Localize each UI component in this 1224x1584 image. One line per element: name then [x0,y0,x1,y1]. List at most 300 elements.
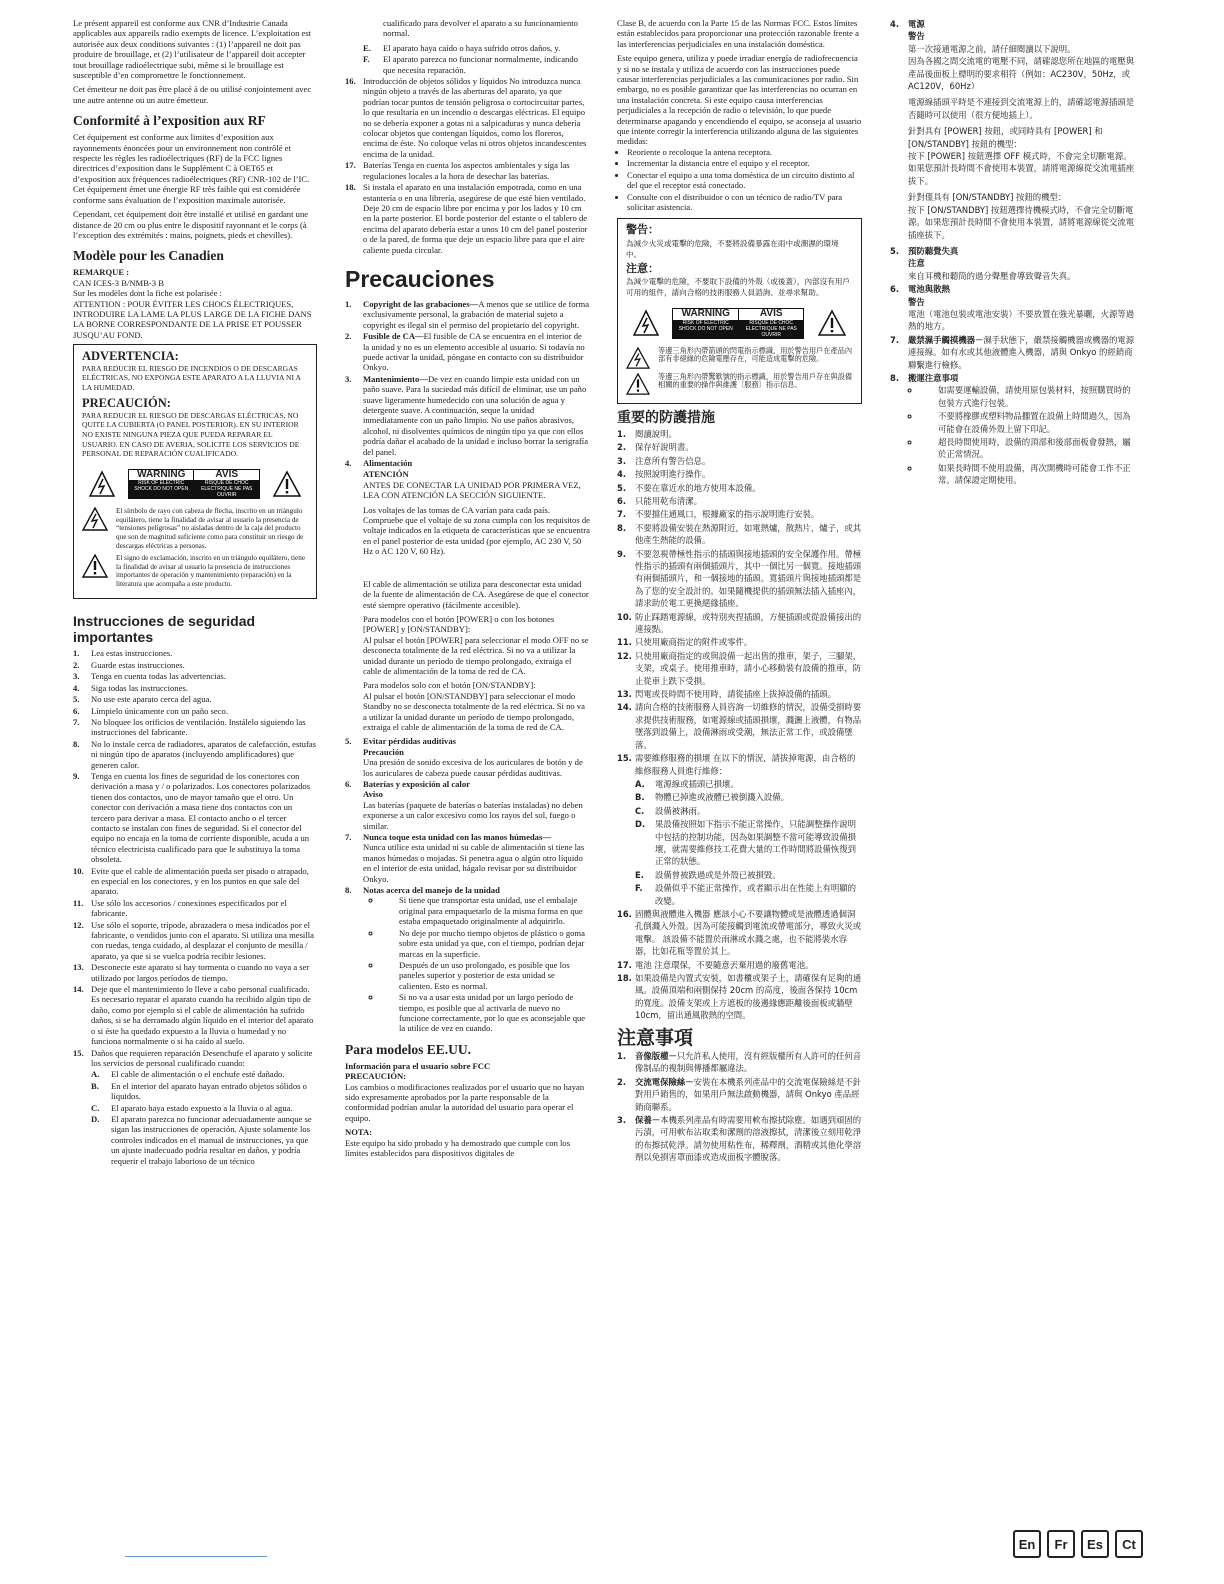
plate-risk-text: RISK OF ELECTRIC SHOCK DO NOT OPEN [673,320,739,338]
item-number: F. [363,54,370,65]
item-number: 15. [617,753,632,764]
item-text: 保存好說明書。 [635,442,694,453]
plate-risque-text: RISQUE DE CHOC ELECTRIQUE NE PAS OUVRIR [194,480,259,498]
warning-plate [672,308,804,338]
language-key-fr: Fr [1047,1530,1075,1558]
bullet-item: ◦ Después de un uso prolongado, es posible que los paneles superior y posterior de esta unidad se calienten. Esto es normal. [381,960,590,991]
item-text: 按照說明進行操作。 [635,469,711,480]
bullet-item: ◦ 如果長時間不使用設備，再次開機時可能會工作不正常。請保證定期使用。 [920,462,1136,487]
item-body: 電源線插頭平時是不連接到交流電源上的，請確認電源插頭是否隨時可以使用（很方便地插上）。 [908,97,1135,120]
list-item [617,908,862,958]
item-number: D. [91,1113,100,1124]
attention-note: ATTENTION : POUR ÉVITER LES CHOCS ÉLECTRIQUES, INTRODUIRE LA LAME LA PLUS LARGE DE LA FICHE DANS LA BORNE CORRESPONDANTE DE LA PRISE ET POUSSER JUSQU’AU FOND. [73,298,312,340]
item-heading: Nunca toque esta unidad con las manos húmedas— [363,832,551,843]
notes-list-continued [890,18,1136,487]
bullet-item: ◦ No deje por mucho tiempo objetos de plástico o goma sobre esta unidad ya que, con el tiempo, podrían dejar marcas en la superficie. [381,928,590,959]
list-item [73,1048,317,1069]
item-number: 17. [345,160,356,171]
list-item [890,245,1136,282]
remarque-label: REMARQUE : [73,267,130,278]
item-heading: Fusible de CA— [363,331,424,342]
item-number: 16. [617,908,632,919]
safety-list-continued [345,76,590,255]
ic-statement: Le présent appareil est conforme aux CNR d’Industrie Canada applicables aux appareils radio exempts de licence. L’exploitation est autorisée aux deux conditions suivantes : (1) l’appareil ne doit pas produire de brouillage, et (2) l’utilisateur de l’appareil doit accepter tout brouillage radioélectrique subi, même si le brouillage est susceptible d’en compromettre le fonctionnement. [73,18,312,81]
plate-risque-text: RISQUE DE CHOC ELECTRIQUE NE PAS OUVRIR [739,320,804,338]
item-text: 果設備按照如下指示不能正常操作，只能調整操作說明中包括的控制功能，因為如果調整不當可能導致設備損壞，就需要維修技工花費大量的工作時間將設備恢復到正常的狀態。 [655,819,856,867]
item-number: 9. [73,770,80,781]
list-item [91,1114,317,1166]
item-text: El fusible de CA se encuentra en el interior de la unidad y no es un elemento accesible al usuario. Si todavía no puede activar la unidad, póngase en contacto con su distribuidor Onkyo. [363,331,585,373]
item-heading: 搬運注意事項 [908,372,959,383]
item-subheading: 警告 [908,296,925,307]
list-item [345,299,590,330]
cjk-warning-title: 警告： [626,223,659,237]
list-item [617,468,862,480]
item-text: Si instala el aparato en una instalación empotrada, como en una estantería o en una librería, asegúrese de que esté bien ventilado. Deje 20 cm de espacio libre por encima y por los lados y 10 cm en la parte posterior. El borde posterior del estante o el tablero de encima del aparato debería estar a unos 10 cm del panel posterior o de la pared, de forma que deje un espacio libre para que el aire caliente pueda circular. [363,182,588,255]
item-heading: 電池與散熱 [908,284,950,295]
list-item [635,778,862,790]
exclamation-triangle-icon [818,309,846,337]
list-item [345,331,590,373]
list-item [363,54,590,75]
emitter-statement: Cet émetteur ne doit pas être placé à de ou utilisé conjointement avec une autre antenne ou un autre émetteur. [73,84,312,105]
item-number: 14. [617,702,632,713]
item-text: 物體已掉進或液體已被倒濺入設備。 [655,792,789,803]
item-heading: Alimentación [363,458,413,469]
lightning-symbol-note [82,507,308,550]
bullet-item: • Incrementar la distancia entre el equipo y el receptor. [627,158,862,168]
item-number: 3. [345,373,352,384]
item-heading: 保養－ [635,1115,661,1126]
item-number: 16. [345,76,356,87]
item-number: 10. [73,865,84,876]
list-item [617,636,862,648]
advertencia-title: ADVERTENCIA: [82,349,179,364]
item-text: 本機系列產品有時需要用軟布擦拭除塵。如遇到頑固的污漬，可用軟布沾取柔和潔劑的溶液擦拭，清潔後立刻用乾淨的布擦拭乾淨。請勿使用粘性布，稀釋劑，酒精或其他化學溶劑以免損害罩面漆或造成面板字體脫落。 [635,1115,862,1163]
list-item [363,43,590,53]
item-heading: 嚴禁濕手觸摸機器－ [908,334,984,345]
item-text: Siga todas las instrucciones. [91,682,188,693]
item-heading: 交流電保險絲－ [635,1076,694,1087]
list-item [635,882,862,907]
list-item [617,455,862,467]
item-text: El aparato parezca no funcionar normalmente, indicando que necesita reparación. [383,54,578,75]
item-number: B. [91,1080,99,1091]
alimentacion-block [345,469,590,732]
list-item [345,458,590,468]
item-text: 閱讀說明。 [635,428,677,439]
item-number: 11. [73,897,84,908]
item-number: A. [635,778,645,789]
warning-label-row [82,469,308,499]
item-number: 4. [345,458,352,469]
item-text: A menos que se utilice de forma exclusivamente personal, la grabación de material sujeto a copyright es ilegal sin el permiso del propietario del copyright. [363,298,590,330]
item-text: 電池 注意環保，不要隨意丟棄用過的廢舊電池。 [635,959,814,970]
power-models-body: Al pulsar el botón [POWER] para seleccionar el modo OFF no se desconecta totalmente de la red eléctrica. Si no va a utilizar la unidad durante un período de tiempo prolongado, extraiga el cable de alimentación de la toma de red de CA. [363,634,589,676]
precaucion-title: PRECAUCIÓN: [82,396,171,411]
item-subheading: Precaución [363,746,404,757]
exclamation-triangle-icon [82,554,108,578]
column-spanish-chinese [617,18,862,1165]
item-number: D. [635,819,646,830]
item-number: E. [363,42,371,53]
item-text: 只使用廠商指定的附件或零件。 [635,637,753,648]
list-item [73,717,317,738]
item-text: 設備似乎不能正常操作，或者顯示出在性能上有明顯的改變。 [655,883,856,906]
list-item [91,1103,317,1113]
item-text: 不要忽視帶極性指示的插頭與接地插頭的安全保護作用。帶極性指示的插頭有兩個插頭片，其中一個比另一個寬。接地插頭有兩個插頭片，和一個接地的插頭。寬插頭片與接地插頭都是為了您的安全設計的。如果隨機提供的插頭無法插入插座內，請求助於電工更換絕緣插座。 [635,548,862,609]
list-item [890,18,1136,241]
lightning-triangle-icon [82,507,108,531]
language-keys [1013,1530,1143,1558]
item-text: 不要在靠近水的地方使用本設備。 [635,482,761,493]
item-heading: 預防聽覺失真 [908,245,959,256]
list-item [617,495,862,507]
fcc-continued: Clase B, de acuerdo con la Parte 15 de las Normas FCC. Estos límites están establecidos para proporcionar una protección razonable frente a las interferencias perjudiciales en una instalación doméstica. [617,18,859,49]
precauciones-list [345,299,590,469]
item-body: 按下 [ON/STANDBY] 按鈕選擇待機模式時，不會完全切斷電源。如果您預計長時間不會使用本裝置，請將電源線從交流電插座拔下。 [908,204,1135,240]
list-item [617,508,862,520]
bullet-item: ◦ 如需要運輸設備，請使用原包裝材料，按照購買時的包裝方式進行包裝。 [920,384,1136,409]
item-text: 不要擋住通風口，根據廠家的指示說明進行安裝。 [635,509,820,520]
list-item [73,739,317,770]
cjk-exclamation-note [626,373,853,395]
list-item [617,611,862,636]
item-heading: Mantenimiento— [363,373,428,384]
voltage-note: Los voltajes de las tomas de CA varían para cada país. Compruebe que el voltaje de su zona cumpla con los requisitos de voltaje indicados en la etiqueta de características que se encuentra en el panel posterior de esta unidad (por ejemplo, AC 230 V, 50 Hz o AC 120 V, 60 Hz). [363,504,590,557]
fcc-measures [617,147,862,212]
bullet-item: • Conectar el equipo a una toma doméstica de un circuito distinto al del que el receptor está conectado. [627,170,862,191]
item-subheading: 警告 [908,31,925,42]
item-heading: 音像版權－ [635,1051,677,1062]
plate-risk-text: RISK OF ELECTRIC SHOCK DO NOT OPEN [129,480,195,498]
item-text: 只能用乾布清潔。 [635,495,702,506]
fcc-precaucion: PRECAUCIÓN: [345,1071,407,1082]
lightning-triangle-icon [626,347,650,369]
item-text: En el interior del aparato hayan entrado objetos sólidos o líquidos. [111,1080,307,1102]
item-body: 針對僅具有 [ON/STANDBY] 按鈕的機型： [908,192,1067,203]
list-item [617,428,862,440]
item-number: 5. [890,245,900,256]
list-item [617,1114,862,1164]
item-text: 防止踩踏電源線，或特別夾捏插頭，方便插頭或從設備接出的連接點。 [635,611,862,635]
item-text: El aparato parezca no funcionar adecuadamente aunque se sigan las instrucciones de operación. Ajuste solamente los controles indicados en el manual de instrucciones, ya que un ajuste inadecuado podría resultar en daños, y podría requerir el trabajo laborioso de un técnico [111,1113,312,1166]
list-item [635,791,862,803]
advertencia-body: PARA REDUCIR EL RIESGO DE INCENDIOS O DE DESCARGAS ELÉCTRICAS, NO EXPONGA ESTE APARATO A LA LLUVIA NI A LA HUMEDAD. [82,363,301,392]
item-number: B. [635,792,645,803]
item-text: No use este aparato cerca del agua. [91,694,212,705]
item-number: 4. [617,469,627,480]
canadian-model-title: Modèle pour les Canadien [73,248,224,264]
item-body: Una presión de sonido excesiva de los auriculares de botón y de los auriculares de cabeza puede causar pérdidas auditivas. [363,757,583,778]
power-models-label: Para modelos con el botón [POWER] o con los botones [POWER] y [ON/STANDBY]: [363,613,555,635]
item-text: El aparato haya estado expuesto a la lluvia o al agua. [111,1102,293,1113]
list-item [617,1050,862,1075]
item-text: 設備被淋雨。 [655,805,706,816]
precauciones-title: Precauciones [345,265,495,292]
precaucion-body: PARA REDUCIR EL RIESGO DE DESCARGAS ELÉCTRICAS, NO QUITE LA CUBIERTA (O PANEL POSTERIOR). EN SU INTERIOR NO EXISTE NINGUNA PIEZA QUE PUEDA REPARAR EL USUARIO. EN CASO DE AVERIA, SOLICITE LOS SERVICIOS DE PERSONAL DE REPARACIÓN CUALIFICADO. [82,410,300,459]
rf-body: Cet équipement est conforme aux limites d’exposition aux rayonnements énoncées pour un environnement non contrôlé et respecte les règles les radioélectriques (RF) de la FCC lignes directrices d’exposition dans le Supplément C à OET65 et d’exposition aux fréquences radioélectriques (RF) CNR-102 de l’IC. Cet équipement émet une énergie RF très faible qui est considérée conforme sans évaluation de l’exposition maximale autorisée. [73,132,310,205]
item-text: Evite que el cable de alimentación pueda ser pisado o atrapado, en especial en los conectores, y en los puntos en que sale del aparato. [91,865,309,897]
warning-plate [128,469,260,499]
item-body: Nunca utilice esta unidad ni su cable de alimentación si tiene las manos húmedas o mojadas. Si penetra agua o algún otro líquido en el interior de esta unidad, hágalo revisar por su distribuidor Onkyo. [363,842,585,884]
item-text: Tenga en cuenta todas las advertencias. [91,671,226,682]
damage-list [91,1069,317,1166]
cjk-warning-body: 為減少火災或電擊的危險，不要將設備暴露在雨中或潮濕的環境中。 [626,238,839,259]
damage-list-continued [363,43,590,75]
item-text: Daños que requieren reparación Desenchufe el aparato y solicite los servicios de personal cualificado cuando: [91,1047,313,1068]
cjk-caution-body: 為減少電擊的危險，不要取下設備的外殼（或後蓋），內部沒有用戶可用的組件，請向合格的技術服務人員諮詢、並尋求幫助。 [626,277,851,298]
list-item [73,771,317,865]
plate-avis-text: AVIS [215,468,239,480]
item-number: 4. [890,19,900,29]
list-item [73,694,317,704]
item-number: 3. [73,671,80,682]
bullet-item: • Reoriente o recoloque la antena receptora. [627,147,862,157]
item-number: 1. [73,648,80,659]
item-number: 10. [617,611,632,622]
item-text: 只允許私人使用，沒有經版權所有人許可的任何音像制品的複制與傳播都屬違法。 [635,1051,862,1074]
item-text: 電源線或插頭已損壞。 [655,778,739,789]
item-text: Baterías Tenga en cuenta los aspectos ambientales y siga las regulaciones locales a la hora de desechar las baterías. [363,160,570,181]
item-text: De vez en cuando limpie esta unidad con un paño suave. Para la suciedad más difícil de eliminar, use un paño suave ligeramente humedecido con una solución de agua y detergente suave. A continuación, seque la unidad inmediatamente con un paño limpio. No use paños abrasivos, alcohol, ni disolventes químicos de ningún tipo ya que con ellos podría dañar el acabado de la unidad e incluso borrar la serigrafía del panel. [363,373,589,457]
item-body: 電池（電池包裝或電池安裝）不要放置在強光暴曬，火源等過熱的地方。 [908,308,1135,332]
item-body: 第一次接通電源之前，請仔細閱讀以下說明。 [908,43,1076,54]
notes-title: 注意事項 [617,1026,694,1049]
cjk-damage-list [635,778,862,907]
list-item [73,648,317,658]
standby-models-label: Para modelos solo con el botón [ON/STANDBY]: [363,680,536,691]
important-safeguards-list [617,428,862,777]
list-item [635,869,862,881]
list-item [73,866,317,897]
cjk-caution-title: 注意： [626,261,659,275]
item-heading: 電源 [908,19,925,29]
item-body: 濕手狀態下，嚴禁接觸機器或機器的電源連接線。如有水或其他液體進入機器，請與 Onkyo 的經銷商聯繫進行檢修。 [908,334,1135,370]
item-number: 8. [73,738,80,749]
item-number: C. [91,1102,100,1113]
list-item [73,962,317,983]
lightning-triangle-icon [633,309,659,337]
nota-label: NOTA: [345,1127,373,1138]
plate-warning-text: WARNING [673,309,739,319]
item-text: Deje que el mantenimiento lo lleve a cabo personal cualificado. Es necesario reparar el aparato cuando ha recibido algún tipo de daño, como por ejemplo si el cable de alimentación ha sufrido daños, si se ha derramado algún líquido en el interior del aparato o si éste ha quedado expuesto a la lluvia o humedad y no funciona normalmente o si ha caído al suelo. [91,984,314,1047]
item-text: No bloquee los orificios de ventilación. Instálelo siguiendo las instrucciones del fabricante. [91,716,306,738]
item-number: 15. [73,1047,84,1058]
bullet-item: ◦ 超長時間使用時，設備的頂部和後部面板會發熱，屬於正常情況。 [920,436,1136,461]
list-item [73,671,317,681]
list-item [617,522,862,547]
exclamation-triangle-icon [626,373,650,395]
bullet-item: ◦ 不要將橡膠或塑料物品擱置在設備上時間過久，因為可能會在設備外殼上留下印記。 [920,410,1136,435]
list-item [91,1081,317,1102]
item-number: 1. [345,298,352,309]
ices-code: CAN ICES-3 B/NMB-3 B [73,277,164,288]
list-item [345,374,590,457]
important-safeguards-title: 重要的防護措施 [617,409,715,426]
damage-d-continued: cualificado para devolver el aparato a su funcionamiento normal. [383,18,578,39]
standby-models-body: Al pulsar el botón [ON/STANDBY] para seleccionar el modo Standby no se desconecta totalmente de la red eléctrica. Si no va a utilizar la unidad durante un período de tiempo prolongado, extraiga el cable de alimentación de la toma de red de CA. [363,690,585,732]
list-item [617,701,862,751]
item-body: 來自耳機和聽筒的過分聲壓會導致聲音失真。 [908,270,1076,281]
item-number: 5. [73,694,80,705]
list-item: 5. Evitar pérdidas auditivas Precaución Una presión de sonido excesiva de los auriculares de botón y de los auriculares de cabeza puede causar pérdidas auditivas. [345,736,590,778]
item-body: 按下 [POWER] 按鈕選擇 OFF 模式時，不會完全切斷電源。如果您預計長時間不會使用本裝置，請將電源線從交流電插座拔下。 [908,151,1135,186]
atencion-label: ATENCIÓN [363,469,409,480]
bullet-item: ◦ Si tiene que transportar esta unidad, use el embalaje original para empaquetarlo de la misma forma en que estaba empaquetado originalmente al adquirirlo. [381,895,590,926]
item-number: 2. [617,1076,627,1087]
item-number: 18. [345,182,356,193]
list-item [617,688,862,700]
item-text: El aparato haya caído o haya sufrido otros daños, y. [383,42,561,53]
item-body: 因為各國之間交流電的電壓不同，請確認您所在地區的電壓與產品後面板上標明的要求相符（例如：AC230V，50Hz，或 AC120V，60Hz） [908,56,1135,92]
list-item [635,805,862,817]
item-heading: Notas acerca del manejo de la unidad [363,885,500,896]
polarized-note: Sur les modèles dont la fiche est polarisée : [73,288,222,299]
item-number: F. [635,883,643,894]
item-number: 6. [890,284,900,295]
cjk-label-row [626,308,853,338]
list-item [345,160,590,181]
rf-title: Conformité à l’exposition aux RF [73,113,266,129]
list-item [617,650,862,687]
cjk-handling-bullets [908,384,1136,486]
item-number: 11. [617,637,632,648]
notes-list [617,1050,862,1164]
item-text: Use sólo los accesorios / conexiones especificados por el fabricante. [91,897,287,919]
list-item [617,752,862,777]
list-item [617,1076,862,1113]
cjk-exclamation-text: 等邊三角形內帶驚歎號的指示標識，用於警告用戶存在與設備相關的重要的操作與維護〔服務〕指示信息。 [658,371,853,390]
exclamation-symbol-text: El signo de exclamación, inscrito en un triángulo equilátero, tiene la finalidad de avisar al usuario la presencia de instrucciones importantes de operación y mantenimiento (reparación) en la literatura que acompaña a este producto. [116,554,306,588]
cjk-warning-box [617,218,862,403]
fcc-heading: Información para el usuario sobre FCC [345,1060,491,1071]
cjk-lightning-text: 等邊三角形內帶箭頭的閃電指示標識，用於警告用戶在產品內部有非絕緣的危險電壓存在，可能造成電擊的危險。 [658,345,853,364]
item-number: 13. [73,962,84,973]
cjk-safeguards-continued [617,908,862,1022]
item-number: 4. [73,682,80,693]
list-item [617,548,862,610]
item-number: 5. [617,482,627,493]
list-item [617,482,862,494]
list-item [73,920,317,962]
warning-box [73,344,317,599]
cable-note: El cable de alimentación se utiliza para desconectar esta unidad de la fuente de alimentación de CA. Asegúrese de que el conector esté siempre operativo (fácilmente accesible). [363,578,589,610]
item-number: 1. [617,428,627,439]
item-number: 2. [73,659,80,670]
safety-list [73,648,317,1068]
list-item [635,818,862,868]
item-heading: Baterías y exposición al calor [363,779,470,789]
list-item [345,182,590,255]
item-text: 設備曾被跌過或是外殼已被損毀。 [655,869,781,880]
item-body: 針對具有 [POWER] 按鈕，或同時具有 [POWER] 和 [ON/STANDBY] 按鈕的機型： [908,126,1103,149]
item-heading: Evitar pérdidas auditivas [363,736,456,747]
item-number: 18. [617,973,632,983]
item-text: 如果設備是內置式安裝，如書櫃或架子上，請確保有足夠的通風。設備頂端和兩側保持 20cm 的高度，後面各保持 10cm 的寬度。設備支架或上方遮板的後邊緣應距離後面板或牆壁 10cm，留出通風散熱的空間。 [635,973,862,1021]
item-number: 7. [890,334,900,345]
item-number: 8. [890,372,900,383]
item-number: 7. [73,716,80,727]
list-item [890,372,1136,487]
item-number: 17. [617,959,632,970]
item-subheading: Aviso [363,789,383,800]
item-text: No lo instale cerca de radiadores, aparatos de calefacción, estufas ni ningún tipo de aparatos (incluyendo amplificadores) que generen calor. [91,738,316,770]
list-item [617,972,862,1022]
item-text: Guarde estas instrucciones. [91,659,185,670]
item-number: C. [635,805,645,816]
lightning-symbol-text: El símbolo de rayo con cabeza de flecha, inscrito en un triángulo equilátero, tiene la finalidad de avisar al usuario la presencia de “tensiones peligrosas” no aisladas dentro de la caja del producto que son de magnitud suficiente como para constituir un riesgo de descargas eléctricas a personas. [116,507,304,550]
list-item [890,334,1136,371]
list-item [890,283,1136,333]
item-number: 3. [617,1115,627,1126]
item-text: 不要將設備安裝在熱源附近，如電熱爐，散熱片，爐子，或其他產生熱能的設備。 [635,522,862,546]
bullet-item: • Consulte con el distribuidor o con un técnico de radio/TV para solicitar asistencia. [627,192,862,213]
list-item [91,1069,317,1079]
column-chinese [890,18,1136,488]
item-text: 注意所有警告信息。 [635,455,711,466]
list-item [345,76,590,159]
item-subheading: 注意 [908,258,925,269]
handling-bullets [363,895,590,1033]
item-text: 安裝在本機系列產品中的交流電保險絲是不針對用戶銷售的，如果用戶無法啟動機器，請與 Onkyo 產品經銷商聯系。 [635,1076,862,1112]
item-number: 13. [617,689,632,700]
exclamation-triangle-icon [273,470,301,498]
rf-body-2: Cependant, cet équipement doit être installé et utilisé en gardant une distance de 20 cm ou plus entre le dispositif rayonnant et le corps (à l’exception des extrémités : mains, poignets, pieds et chevilles). [73,209,309,240]
column-french-spanish [73,18,317,1167]
language-key-ct: Ct [1115,1530,1143,1558]
item-text: 請向合格的技術服務人員咨詢一切維修的情況，設備受損時要求提供技術服務，如電源線或插頭損壞，濺灑上液體，有物品墜落到設備上，設備淋雨或受潮，無法正常工作，或設備墜落。 [635,702,862,750]
item-number: A. [91,1069,100,1080]
list-item [73,683,317,693]
language-key-en: En [1013,1530,1041,1558]
fcc-body: Los cambios o modificaciones realizados por el usuario que no hayan sido expresamente aprobados por la parte responsable de la conformidad podrían anular la autoridad del usuario para operar el equipo. [345,1081,585,1123]
item-number: 8. [617,522,627,533]
item-number: 12. [617,650,632,661]
item-number: E. [635,869,644,880]
column-spanish [345,18,590,1162]
item-text: Use sólo el soporte, trípode, abrazadera o mesa indicados por el fabricante, o vendidos junto con el aparato. Si utiliza una mesilla con ruedas, tenga cuidado, al desplazar el conjunto de mesilla / aparato, ya que si se vuelca podría recibir lesiones. [91,919,314,961]
plate-avis-text: AVIS [759,308,783,320]
item-number: 2. [617,442,627,453]
item-heading: Copyright de las grabaciones— [363,298,479,309]
list-item: 8. Notas acerca del manejo de la unidad ◦ Si tiene que transportar esta unidad, use el embalaje original para empaquetarlo de la misma forma en que estaba empaquetado originalmente al adquirirlo. ◦ No deje por mucho tiempo objetos de plástico o goma sobre esta unidad ya que, con el tiempo, podrían dejar marcas en la superficie. ◦ Después de un uso prolongado, es posible que los paneles superior y posterior de esta unidad se calienten. Esto es normal. ◦ Si no va a usar esta unidad por un largo período de tiempo, es posible que al activarla de nuevo no funcione correctamente, por lo que es aconsejable que la utilice de vez en cuando. [345,885,590,1034]
item-number: 1. [617,1051,627,1062]
item-text: Límpielo únicamente con un paño seco. [91,705,228,716]
bullet-item: ◦ Si no va a usar esta unidad por un largo período de tiempo, es posible que al activarla de nuevo no funcione correctamente, por lo que es aconsejable que la utilice de vez en cuando. [381,992,590,1034]
precauciones-list-2 [345,736,590,1033]
footer-rule [125,1556,267,1557]
exclamation-symbol-note [82,554,308,588]
item-number: 6. [73,705,80,716]
safety-title: Instrucciones de seguridad importantes [73,613,256,646]
item-body: Las baterías (paquete de baterías o baterías instaladas) no deben exponerse a un calor excesivo como los rayos del sol, fuego o similar. [363,799,583,831]
lightning-triangle-icon [89,470,115,498]
item-number: 12. [73,919,84,930]
item-text: 只使用廠商指定的或與設備一起出售的推車，架子，三腳架，支架，或桌子。使用推車時，請小心移動裝有設備的推車，防止從車上跌下受損。 [635,650,862,686]
item-text: Desconecte este aparato si hay tormenta o cuando no vaya a ser utilizado por largos períodos de tiempo. [91,962,310,983]
item-number: 6. [617,495,627,506]
item-text: Tenga en cuenta los fines de seguridad de los conectores con derivación a masa y / o polarizados. Los conectores polarizados tienen dos contactos, uno de mayor tamaño que el otro. Un conector con derivación a masa tiene dos contactos con un tercero para derivar a masa. El contacto ancho o el tercer contacto se instalan con fines de seguridad. Si el conector del equipo no encaja en la toma de corriente disponible, acuda a un técnico electricista cualificado para que le substituya la toma obsoleta. [91,770,311,865]
list-item [617,959,862,971]
item-text: 閃電或長時間不使用時，請從插座上拔掉設備的插頭。 [635,689,836,700]
item-text: Lea estas instrucciones. [91,648,173,659]
item-text: El cable de alimentación o el enchufe esté dañado. [111,1069,285,1080]
list-item [617,441,862,453]
list-item [73,984,317,1046]
atencion-body: ANTES DE CONECTAR LA UNIDAD POR PRIMERA VEZ, LEA CON ATENCIÓN LA SECCIÓN SIGUIENTE. [363,479,581,501]
cjk-lightning-note [626,347,853,369]
